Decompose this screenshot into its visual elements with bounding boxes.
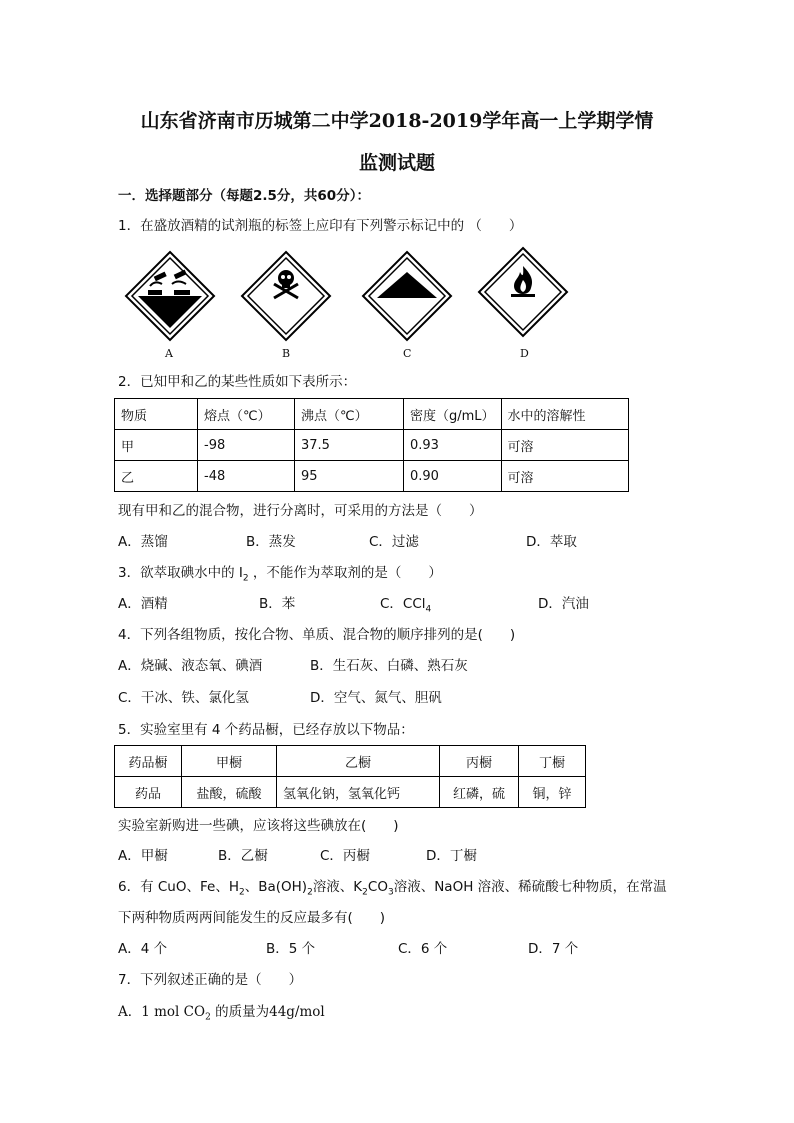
toxic-skull-sign-icon: [240, 250, 332, 342]
q7-option-a-text: A．1 mol CO: [118, 1004, 206, 1020]
table-header-cell: 丙橱: [440, 746, 519, 777]
table-header-row: [115, 399, 629, 430]
q2-follow: 现有甲和乙的混合物，进行分离时，可采用的方法是（ ）: [118, 503, 483, 519]
table-header-cell: 丁橱: [519, 746, 586, 777]
paper-title-line2: 监测试题: [358, 152, 435, 174]
table-cell: 0.90: [404, 461, 502, 492]
q2-properties-table: [114, 398, 629, 492]
q4-option-d: D．空气、氮气、胆矾: [310, 690, 442, 706]
q2-option-c: C．过滤: [369, 534, 419, 550]
q5-stem: 5．实验室里有 4 个药品橱，已经存放以下物品：: [118, 722, 414, 738]
q1-stem: 1．在盛放酒精的试剂瓶的标签上应印有下列警示标记中的 （ ）: [118, 218, 523, 234]
q6-stem-line1: [118, 877, 667, 903]
q3-option-c-sub: 4: [425, 604, 432, 615]
q6-sub-baoh2: 2: [307, 887, 313, 898]
q3-option-a: A．酒精: [118, 596, 168, 612]
q6-sub-h2: 2: [238, 887, 245, 898]
q6-option-d: D．7 个: [528, 941, 579, 957]
table-cell: 铜，锌: [519, 777, 586, 808]
table-cell: -98: [198, 430, 295, 461]
table-row: [115, 777, 586, 808]
q4-option-a: A．烧碱、液态氧、碘酒: [118, 658, 263, 674]
table-header-cell: 熔点（℃）: [198, 399, 295, 430]
explosive-triangle-sign-icon: [361, 250, 453, 342]
q3-stem: [118, 563, 442, 589]
q7-option-a-rest: 的质量为44g/mol: [210, 1004, 325, 1020]
table-row: [115, 461, 629, 492]
table-cell: 药品: [115, 777, 182, 808]
q6-stem-line2: 下两种物质两两间能发生的反应最多有( ): [118, 910, 386, 926]
table-cell: 95: [295, 461, 404, 492]
corrosive-sign-icon: [124, 250, 216, 342]
q5-cabinet-table: [114, 745, 586, 808]
table-header-cell: 密度（g/mL）: [404, 399, 502, 430]
q2-option-a: A．蒸馏: [118, 534, 168, 550]
q2-stem: 2．已知甲和乙的某些性质如下表所示：: [118, 374, 357, 390]
table-cell: 盐酸，硫酸: [182, 777, 277, 808]
q3-option-c-text: C．CCl: [380, 596, 426, 612]
table-cell: 红磷，硫: [440, 777, 519, 808]
table-cell: 37.5: [295, 430, 404, 461]
q3-stem-b: ，不能作为萃取剂的是（ ）: [248, 565, 442, 581]
paper-title-line1: 山东省济南市历城第二中学2018-2019学年高一上学期学情: [140, 110, 654, 132]
q5-option-b: B．乙橱: [218, 848, 268, 864]
table-cell: 可溶: [501, 430, 628, 461]
q6-sub-k2: 2: [362, 887, 368, 898]
q3-option-d: D．汽油: [538, 596, 589, 612]
q7-option-a-sub: 2: [205, 1012, 211, 1023]
q4-stem: 4．下列各组物质，按化合物、单质、混合物的顺序排列的是( ): [118, 627, 516, 643]
q6-sub-co3: 3: [387, 887, 394, 898]
q6-option-a: A．4 个: [118, 941, 168, 957]
table-header-cell: 甲橱: [182, 746, 277, 777]
q6-stem-e: 溶液、NaOH 溶液、稀硫酸七种物质，在常温: [393, 879, 667, 895]
q1-label-c: C: [403, 347, 412, 360]
table-header-row: [115, 746, 586, 777]
q5-option-c: C．丙橱: [320, 848, 370, 864]
table-header-cell: 物质: [115, 399, 198, 430]
q1-label-a: A: [165, 347, 173, 360]
q2-option-d: D．萃取: [526, 534, 577, 550]
q5-option-d: D．丁橱: [426, 848, 477, 864]
q7-stem: 7．下列叙述正确的是（ ）: [118, 972, 303, 988]
q5-option-a: A．甲橱: [118, 848, 168, 864]
q4-option-b: B．生石灰、白磷、熟石灰: [310, 658, 468, 674]
q5-follow: 实验室新购进一些碘，应该将这些碘放在( ): [118, 818, 399, 834]
flammable-flame-sign-icon: [477, 246, 569, 338]
q6-stem-c: 溶液、K: [312, 879, 363, 895]
q1-label-d: D: [520, 347, 529, 360]
table-row: [115, 430, 629, 461]
q6-stem-a: 6．有 CuO、Fe、H: [118, 879, 239, 895]
q3-option-b: B．苯: [259, 596, 296, 612]
q2-option-b: B．蒸发: [246, 534, 296, 550]
table-cell: 氢氧化钠，氢氧化钙: [277, 777, 440, 808]
table-cell: 可溶: [501, 461, 628, 492]
q6-stem-d: CO: [367, 879, 388, 895]
table-cell: 0.93: [404, 430, 502, 461]
table-cell: 乙: [115, 461, 198, 492]
table-cell: -48: [198, 461, 295, 492]
q1-label-b: B: [282, 347, 291, 360]
q3-option-c: [380, 594, 431, 620]
q6-option-b: B．5 个: [266, 941, 316, 957]
q6-option-c: C．6 个: [398, 941, 448, 957]
q6-stem-b: 、Ba(OH): [244, 879, 308, 895]
q3-stem-a: 3．欲萃取碘水中的 I: [118, 565, 243, 581]
table-header-cell: 水中的溶解性: [501, 399, 628, 430]
section-heading: 一．选择题部分（每题2.5分，共60分）：: [118, 188, 370, 204]
table-header-cell: 乙橱: [277, 746, 440, 777]
q7-option-a: [118, 1002, 325, 1028]
table-header-cell: 药品橱: [115, 746, 182, 777]
q3-stem-sub: 2: [242, 573, 249, 584]
q4-option-c: C．干冰、铁、氯化氢: [118, 690, 249, 706]
table-header-cell: 沸点（℃）: [295, 399, 404, 430]
table-cell: 甲: [115, 430, 198, 461]
